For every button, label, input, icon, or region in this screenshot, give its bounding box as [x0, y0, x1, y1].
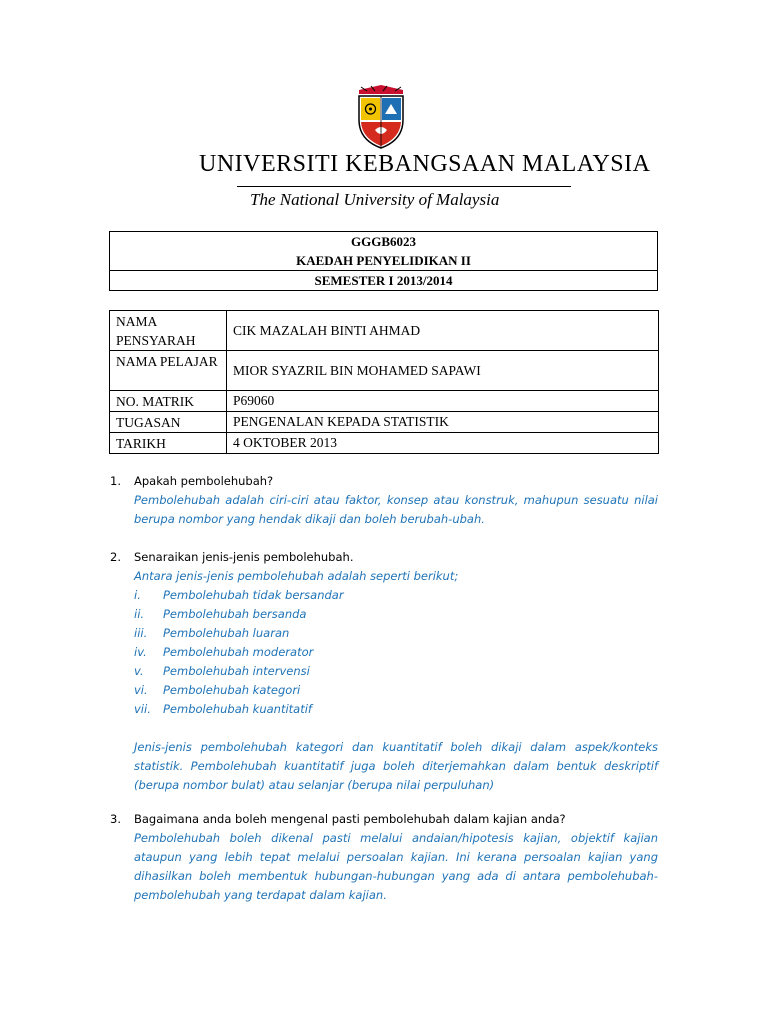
- course-name: KAEDAH PENYELIDIKAN II: [296, 253, 471, 268]
- list-text: Pembolehubah bersanda: [163, 607, 307, 621]
- university-tagline: The National University of Malaysia: [250, 190, 500, 209]
- question-3: [110, 810, 658, 905]
- course-semester: SEMESTER I 2013/2014: [110, 270, 657, 290]
- list-numeral: vi.: [134, 683, 148, 697]
- answer-text: Pembolehubah boleh dikenal pasti melalui andaian/hipotesis kajian, objektif kajian ataupun yang lebih tepat melalui persoalan kajian. Ini kerana persoalan kajian yang dihasilkan boleh membentuk hubungan-hubungan yang ada di antara pembolehubah-pembolehubah yang terdapat dalam kajian.: [134, 831, 658, 902]
- table-row: [110, 311, 659, 351]
- question-number: 1.: [110, 474, 121, 488]
- table-row: [110, 412, 659, 433]
- answer-intro: Antara jenis-jenis pembolehubah adalah seperti berikut;: [134, 569, 459, 583]
- list-numeral: i.: [134, 588, 141, 602]
- list-item: [110, 681, 658, 700]
- question-text: Apakah pembolehubah?: [134, 474, 274, 488]
- student-info-table: [109, 310, 659, 454]
- university-crest-logo: [357, 84, 405, 150]
- info-label: NO. MATRIK: [110, 391, 227, 412]
- answer-text: Pembolehubah adalah ciri-ciri atau faktor, konsep atau konstruk, mahupun sesuatu nilai berupa nombor yang hendak dikaji dan boleh berubah-ubah.: [134, 493, 658, 526]
- list-item: [110, 643, 658, 662]
- info-label: TUGASAN: [110, 412, 227, 433]
- header-divider: [237, 186, 571, 187]
- list-text: Pembolehubah intervensi: [163, 664, 310, 678]
- list-item: [110, 700, 658, 719]
- list-text: Pembolehubah kuantitatif: [163, 702, 312, 716]
- list-text: Pembolehubah luaran: [163, 626, 290, 640]
- question-1: [110, 472, 658, 529]
- info-label: NAMA PENSYARAH: [110, 311, 227, 351]
- info-label: TARIKH: [110, 433, 227, 454]
- list-numeral: vii.: [134, 702, 151, 716]
- info-value: PENGENALAN KEPADA STATISTIK: [227, 412, 659, 433]
- list-item: [110, 586, 658, 605]
- info-label: NAMA PELAJAR: [110, 351, 227, 391]
- list-item: [110, 605, 658, 624]
- course-code: GGGB6023: [350, 234, 416, 249]
- info-value: P69060: [227, 391, 659, 412]
- info-value: 4 OKTOBER 2013: [227, 433, 659, 454]
- list-item: [110, 662, 658, 681]
- course-info-box: [109, 231, 658, 291]
- table-row: [110, 351, 659, 391]
- list-text: Pembolehubah tidak bersandar: [163, 588, 344, 602]
- list-numeral: ii.: [134, 607, 145, 621]
- question-number: 3.: [110, 812, 121, 826]
- question-number: 2.: [110, 550, 121, 564]
- answer-note: Jenis-jenis pembolehubah kategori dan kuantitatif boleh dikaji dalam aspek/konteks statistik. Pembolehubah kuantitatif juga boleh diterjemahkan dalam bentuk deskriptif (berupa nombor bulat) atau selanjar (berupa nilai perpuluhan): [134, 740, 658, 792]
- list-text: Pembolehubah kategori: [163, 683, 301, 697]
- university-name: UNIVERSITI KEBANGSAAN MALAYSIA: [199, 151, 651, 177]
- list-numeral: v.: [134, 664, 144, 678]
- question-text: Bagaimana anda boleh mengenal pasti pembolehubah dalam kajian anda?: [134, 812, 566, 826]
- table-row: [110, 391, 659, 412]
- list-text: Pembolehubah moderator: [163, 645, 314, 659]
- list-item: [110, 624, 658, 643]
- info-value: MIOR SYAZRIL BIN MOHAMED SAPAWI: [227, 351, 659, 391]
- info-value: CIK MAZALAH BINTI AHMAD: [227, 311, 659, 351]
- question-2: [110, 548, 658, 795]
- table-row: [110, 433, 659, 454]
- question-text: Senaraikan jenis-jenis pembolehubah.: [134, 550, 354, 564]
- list-numeral: iv.: [134, 645, 147, 659]
- list-numeral: iii.: [134, 626, 148, 640]
